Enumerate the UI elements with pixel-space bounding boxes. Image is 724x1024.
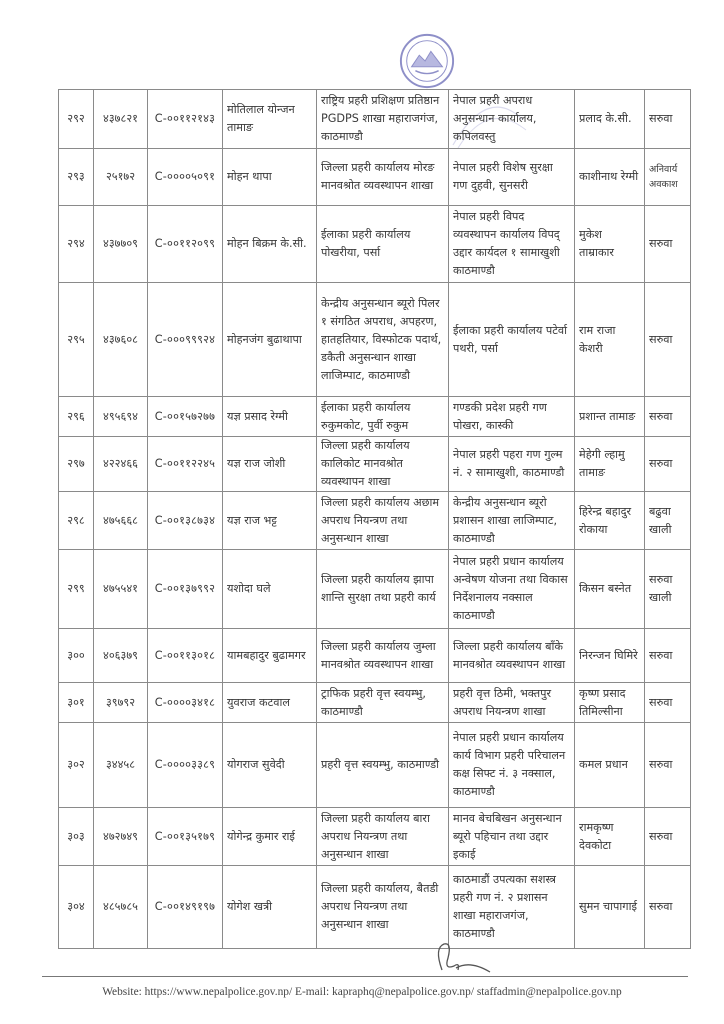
code-number-cell: C-००००५०९१ <box>148 149 223 206</box>
table-row <box>59 149 691 206</box>
current-office-cell: केन्द्रीय अनुसन्धान ब्यूरो पिलर १ संगठित अपराध, अपहरण, हातहतियार, विस्फोटक पदार्थ, डकैती अनुसन्धान शाखा लाजिम्पाट, काठमाण्डौ <box>317 283 449 397</box>
replacement-cell: राम राजा केशरी <box>575 283 645 397</box>
table-row <box>59 206 691 283</box>
serial-number-cell: २९४ <box>59 206 94 283</box>
name-cell: मोहनजंग बुढाथापा <box>223 283 317 397</box>
new-office-cell: नेपाल प्रहरी विपद व्यवस्थापन कार्यालय विपद् उद्दार कार्यदल १ सामाखुशी काठमाण्डौ <box>449 206 575 283</box>
new-office-cell: काठमाडौं उपत्यका सशस्त्र प्रहरी गण नं. २ प्रशासन शाखा महाराजगंज, काठमाण्डौ <box>449 866 575 949</box>
name-cell: योगेश खत्री <box>223 866 317 949</box>
remark-cell: सरुवा <box>645 397 691 437</box>
replacement-cell: कमल प्रधान <box>575 723 645 808</box>
code-number-cell: C-००१४९१९७ <box>148 866 223 949</box>
code-number-cell: C-००१३७९९२ <box>148 550 223 629</box>
personnel-number-cell: ४८५७८५ <box>94 866 148 949</box>
personnel-number-cell: ४३७७०९ <box>94 206 148 283</box>
name-cell: योगराज सुवेदी <box>223 723 317 808</box>
replacement-cell: मेहेगी ल्हामु तामाङ <box>575 437 645 492</box>
footer-contact: Website: https://www.nepalpolice.gov.np/ E-mail: kapraphq@nepalpolice.gov.np/ staffadmin@nepalpolice.gov.np <box>102 986 622 998</box>
table-row <box>59 492 691 550</box>
code-number-cell: C-०००९९९२४ <box>148 283 223 397</box>
serial-number-cell: ३०० <box>59 629 94 683</box>
remark-cell: सरुवा <box>645 808 691 866</box>
name-cell: योगेन्द्र कुमार राई <box>223 808 317 866</box>
name-cell: यशोदा घले <box>223 550 317 629</box>
current-office-cell: जिल्ला प्रहरी कार्यालय मोरङ मानवश्रोत व्यवस्थापन शाखा <box>317 149 449 206</box>
serial-number-cell: ३०४ <box>59 866 94 949</box>
remark-cell: सरुवा <box>645 866 691 949</box>
new-office-cell: केन्द्रीय अनुसन्धान ब्यूरो प्रशासन शाखा लाजिम्पाट, काठमाण्डौ <box>449 492 575 550</box>
serial-number-cell: २९७ <box>59 437 94 492</box>
current-office-cell: जिल्ला प्रहरी कार्यालय झापा शान्ति सुरक्षा तथा प्रहरी कार्य <box>317 550 449 629</box>
table-row <box>59 683 691 723</box>
code-number-cell: C-००००३३८९ <box>148 723 223 808</box>
personnel-number-cell: २५१७२ <box>94 149 148 206</box>
personnel-number-cell: ३४४५८ <box>94 723 148 808</box>
footer-divider <box>42 976 688 977</box>
code-number-cell: C-००१३८७३४ <box>148 492 223 550</box>
new-office-cell: गण्डकी प्रदेश प्रहरी गण पोखरा, कास्की <box>449 397 575 437</box>
replacement-cell: किसन बस्नेत <box>575 550 645 629</box>
personnel-number-cell: ४७५६६८ <box>94 492 148 550</box>
table-row <box>59 283 691 397</box>
new-office-cell: नेपाल प्रहरी विशेष सुरक्षा गण दुहवी, सुनसरी <box>449 149 575 206</box>
table-row <box>59 437 691 492</box>
table-row <box>59 723 691 808</box>
replacement-cell: मुकेश ताम्राकार <box>575 206 645 283</box>
personnel-number-cell: ४९५६९४ <box>94 397 148 437</box>
current-office-cell: जिल्ला प्रहरी कार्यालय जुम्ला मानवश्रोत व्यवस्थापन शाखा <box>317 629 449 683</box>
name-cell: मोहन थापा <box>223 149 317 206</box>
serial-number-cell: २९८ <box>59 492 94 550</box>
personnel-number-cell: ३९७९२ <box>94 683 148 723</box>
remark-cell: सरुवा <box>645 90 691 149</box>
code-number-cell: C-००००३४१८ <box>148 683 223 723</box>
replacement-cell: सुमन चापागाई <box>575 866 645 949</box>
replacement-cell: प्रशान्त तामाङ <box>575 397 645 437</box>
current-office-cell: प्रहरी वृत्त स्वयम्भु, काठमाण्डौ <box>317 723 449 808</box>
new-office-cell: जिल्ला प्रहरी कार्यालय बाँके मानवश्रोत व्यवस्थापन शाखा <box>449 629 575 683</box>
personnel-number-cell: ४३७८२१ <box>94 90 148 149</box>
personnel-number-cell: ४०६३७९ <box>94 629 148 683</box>
replacement-cell: हिरेन्द्र बहादुर रोकाया <box>575 492 645 550</box>
remark-cell: सरुवा खाली <box>645 550 691 629</box>
name-cell: यज्ञ राज जोशी <box>223 437 317 492</box>
new-office-cell: नेपाल प्रहरी प्रधान कार्यालय कार्य विभाग प्रहरी परिचालन कक्ष सिफ्ट नं. ३ नक्साल, काठमाण्डौ <box>449 723 575 808</box>
new-office-cell: नेपाल प्रहरी पहरा गण गुल्म नं. २ सामाखुशी, काठमाण्डौ <box>449 437 575 492</box>
new-office-cell: नेपाल प्रहरी प्रधान कार्यालय अन्वेषण योजना तथा विकास निर्देशनालय नक्साल काठमाण्डौ <box>449 550 575 629</box>
name-cell: मोहन बिक्रम के.सी. <box>223 206 317 283</box>
serial-number-cell: २९३ <box>59 149 94 206</box>
remark-cell: सरुवा <box>645 437 691 492</box>
nepal-police-seal-icon <box>398 32 456 90</box>
serial-number-cell: २९९ <box>59 550 94 629</box>
current-office-cell: राष्ट्रिय प्रहरी प्रशिक्षण प्रतिष्ठान PGDPS शाखा महाराजगंज, काठमाण्डौ <box>317 90 449 149</box>
remark-cell: सरुवा <box>645 206 691 283</box>
serial-number-cell: २९६ <box>59 397 94 437</box>
new-office-cell: मानव बेचबिखन अनुसन्धान ब्यूरो पहिचान तथा उद्दार इकाई <box>449 808 575 866</box>
code-number-cell: C-००११३०१८ <box>148 629 223 683</box>
serial-number-cell: ३०२ <box>59 723 94 808</box>
handwritten-signature-icon <box>430 940 500 976</box>
new-office-cell: ईलाका प्रहरी कार्यालय पटेर्वा पथरी, पर्सा <box>449 283 575 397</box>
table-row <box>59 808 691 866</box>
remark-cell: अनिवार्य अवकाश <box>645 149 691 206</box>
table-row <box>59 629 691 683</box>
new-office-cell: नेपाल प्रहरी अपराध अनुसन्धान कार्यालय, कपिलवस्तु <box>449 90 575 149</box>
personnel-number-cell: ४३७६०८ <box>94 283 148 397</box>
replacement-cell: काशीनाथ रेग्मी <box>575 149 645 206</box>
name-cell: यज्ञ प्रसाद रेग्मी <box>223 397 317 437</box>
serial-number-cell: ३०३ <box>59 808 94 866</box>
current-office-cell: जिल्ला प्रहरी कार्यालय अछाम अपराध नियन्त्रण तथा अनुसन्धान शाखा <box>317 492 449 550</box>
code-number-cell: C-००११२२४५ <box>148 437 223 492</box>
replacement-cell: रामकृष्ण देवकोटा <box>575 808 645 866</box>
name-cell: युवराज कटवाल <box>223 683 317 723</box>
name-cell: यज्ञ राज भट्ट <box>223 492 317 550</box>
remark-cell: बढुवा खाली <box>645 492 691 550</box>
remark-cell: सरुवा <box>645 683 691 723</box>
current-office-cell: ईलाका प्रहरी कार्यालय रुकुमकोट, पुर्वी रुकुम <box>317 397 449 437</box>
new-office-cell: प्रहरी वृत्त ठिमी, भक्तपुर अपराध नियन्त्रण शाखा <box>449 683 575 723</box>
table-row <box>59 397 691 437</box>
personnel-number-cell: ४७२७४९ <box>94 808 148 866</box>
transfer-table <box>58 89 691 949</box>
remark-cell: सरुवा <box>645 723 691 808</box>
replacement-cell: प्रलाद के.सी. <box>575 90 645 149</box>
code-number-cell: C-००१३५१७९ <box>148 808 223 866</box>
replacement-cell: कृष्ण प्रसाद तिमिल्सीना <box>575 683 645 723</box>
current-office-cell: जिल्ला प्रहरी कार्यालय बारा अपराध नियन्त्रण तथा अनुसन्धान शाखा <box>317 808 449 866</box>
current-office-cell: जिल्ला प्रहरी कार्यालय, बैतडी अपराध नियन्त्रण तथा अनुसन्धान शाखा <box>317 866 449 949</box>
remark-cell: सरुवा <box>645 283 691 397</box>
current-office-cell: जिल्ला प्रहरी कार्यालय कालिकोट मानवश्रोत व्यवस्थापन शाखा <box>317 437 449 492</box>
name-cell: मोतिलाल योन्जन तामाङ <box>223 90 317 149</box>
personnel-number-cell: ४७५५४१ <box>94 550 148 629</box>
current-office-cell: ईलाका प्रहरी कार्यालय पोखरीया, पर्सा <box>317 206 449 283</box>
current-office-cell: ट्राफिक प्रहरी वृत्त स्वयम्भु, काठमाण्डौ <box>317 683 449 723</box>
serial-number-cell: ३०१ <box>59 683 94 723</box>
serial-number-cell: २९५ <box>59 283 94 397</box>
code-number-cell: C-००११२१४३ <box>148 90 223 149</box>
name-cell: यामबहादुर बुढामगर <box>223 629 317 683</box>
replacement-cell: निरन्जन घिमिरे <box>575 629 645 683</box>
code-number-cell: C-००१५७२७७ <box>148 397 223 437</box>
remark-cell: सरुवा <box>645 629 691 683</box>
table-row <box>59 90 691 149</box>
serial-number-cell: २९२ <box>59 90 94 149</box>
personnel-number-cell: ४२२४६६ <box>94 437 148 492</box>
code-number-cell: C-००११२०९९ <box>148 206 223 283</box>
table-row <box>59 866 691 949</box>
table-row <box>59 550 691 629</box>
